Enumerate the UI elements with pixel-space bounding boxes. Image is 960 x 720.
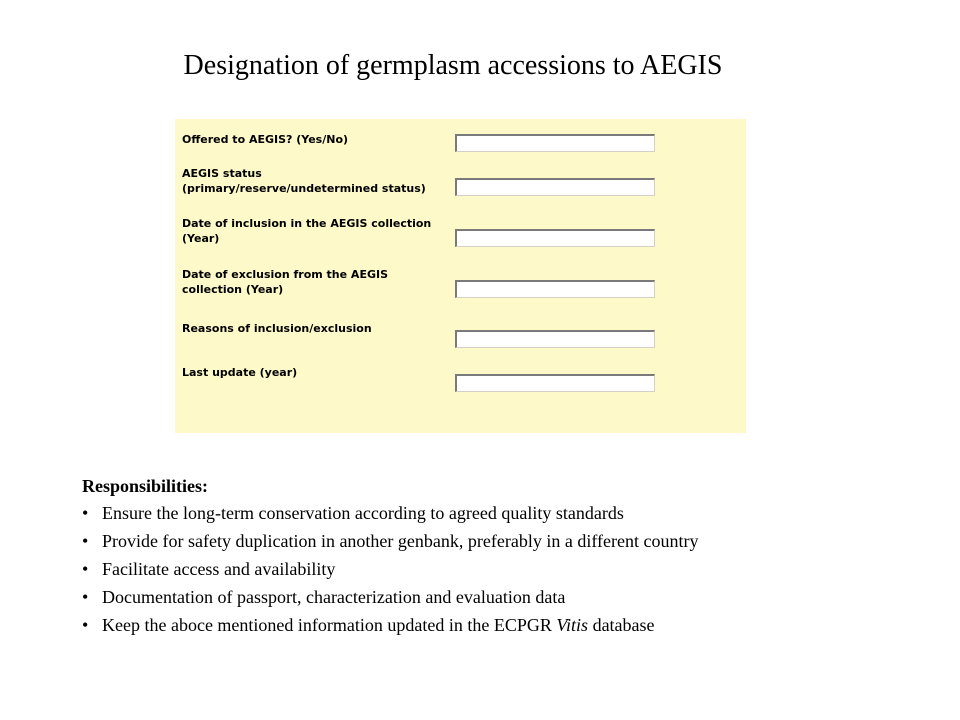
field-label-line: Offered to AEGIS? (Yes/No)	[182, 133, 349, 146]
aegis-form-panel	[175, 119, 746, 433]
field-label-reasons	[182, 321, 457, 336]
last-update-input[interactable]	[455, 374, 655, 392]
exclusion-date-input[interactable]	[455, 280, 655, 298]
field-label-line: AEGIS status	[182, 167, 262, 180]
field-label-line: Last update (year)	[182, 366, 298, 379]
vitis-italic: Vitis	[556, 615, 589, 635]
form-row-exclusion-date	[175, 267, 746, 307]
bullet-icon: •	[82, 503, 89, 523]
list-item-text: Documentation of passport, characterization and evaluation data	[102, 587, 566, 607]
field-label-status	[182, 166, 457, 196]
list-item	[82, 611, 942, 639]
aegis-status-input[interactable]	[455, 178, 655, 196]
list-item	[82, 499, 942, 527]
slide-title: Designation of germplasm accessions to AEGIS	[183, 50, 723, 81]
bullet-icon: •	[82, 587, 89, 607]
field-label-line: Date of inclusion in the AEGIS collection	[182, 217, 432, 230]
offered-to-aegis-input[interactable]	[455, 134, 655, 152]
bullet-icon: •	[82, 531, 89, 551]
form-row-last-update	[175, 365, 746, 405]
responsibilities-section	[82, 473, 942, 639]
field-label-inclusion-date	[182, 216, 457, 246]
bullet-icon: •	[82, 615, 89, 635]
list-item-text-before: Keep the aboce mentioned information updated in the ECPGR	[102, 615, 557, 635]
list-item-text: Facilitate access and availability	[102, 559, 336, 579]
field-label-line: Date of exclusion from the AEGIS	[182, 268, 388, 281]
form-row-reasons	[175, 321, 746, 361]
field-label-exclusion-date	[182, 267, 457, 297]
list-item	[82, 583, 942, 611]
responsibilities-heading: Responsibilities:	[82, 476, 209, 496]
list-item	[82, 555, 942, 583]
list-item-text-after: database	[588, 615, 655, 635]
inclusion-date-input[interactable]	[455, 229, 655, 247]
reasons-input[interactable]	[455, 330, 655, 348]
bullet-icon: •	[82, 559, 89, 579]
list-item	[82, 527, 942, 555]
responsibilities-list	[82, 499, 942, 639]
form-row-inclusion-date	[175, 216, 746, 256]
field-label-line: collection (Year)	[182, 283, 284, 296]
field-label-line: (primary/reserve/undetermined status)	[182, 182, 426, 195]
field-label-offered	[182, 132, 457, 147]
field-label-line: Reasons of inclusion/exclusion	[182, 322, 372, 335]
list-item-text: Provide for safety duplication in another genbank, preferably in a different country	[102, 531, 699, 551]
field-label-last-update	[182, 365, 457, 380]
form-row-status	[175, 166, 746, 206]
field-label-line: (Year)	[182, 232, 220, 245]
list-item-text: Ensure the long-term conservation according to agreed quality standards	[102, 503, 624, 523]
